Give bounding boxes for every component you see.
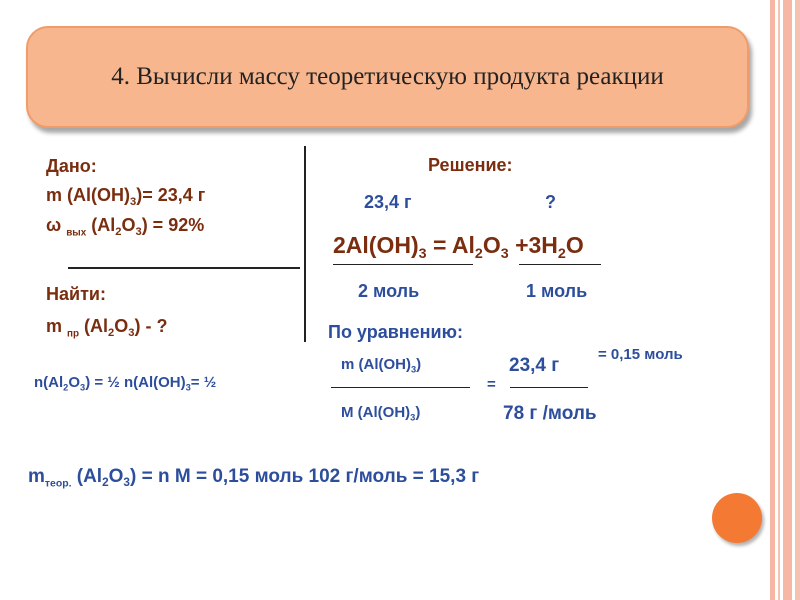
border-stripe-1 [770, 0, 775, 600]
fraction-numerator: m $(Al(OH)_3)$ [341, 356, 422, 375]
vertical-divider [304, 146, 306, 342]
fraction-bar-2 [510, 387, 588, 388]
title-box [26, 26, 749, 128]
fraction-denominator-value: 78 г /моль [503, 403, 597, 424]
reaction-equation: $2Al(OH)_3 = Al_2O_3 +3H_2O$ [333, 232, 584, 262]
by-equation-label: По уравнению: [328, 322, 463, 342]
given-heading: Дано: [46, 156, 97, 176]
equals-sign: = [487, 376, 496, 393]
reactant-underline [333, 264, 473, 265]
fraction-denominator: M $(Al(OH)_3)$ [341, 404, 421, 423]
moles-product: 1 моль [526, 281, 588, 301]
find-heading: Найти: [46, 284, 106, 304]
moles-result: = 0,15 моль [598, 346, 683, 363]
border-stripe-4 [795, 0, 800, 600]
fraction-bar-1 [331, 387, 470, 388]
final-answer: $m_{теор.}$ $(Al_2O_3) = n$ M = 0,15 моль 102 г/моль = 15,3 г [28, 466, 480, 490]
find-line: m $_{пр}$ $(Al_2O_3)$ - ? [46, 316, 168, 340]
unknown-above-product: ? [545, 192, 556, 212]
given-divider [68, 267, 300, 269]
border-stripe-2 [778, 0, 780, 600]
border-stripe-3 [783, 0, 792, 600]
solution-heading: Решение: [428, 155, 513, 175]
slide-title: 4. Вычисли массу теоретическую продукта реакции [111, 63, 664, 90]
moles-relation: $n(Al_2O_3)$ = ½ $n(Al(OH)_3=$ ½ [34, 374, 217, 393]
product-underline [519, 264, 601, 265]
fraction-numerator-value: 23,4 г [509, 355, 560, 376]
moles-reactant: 2 моль [358, 281, 420, 301]
mass-above-reactant: 23,4 г [364, 192, 412, 212]
decorative-circle [712, 493, 762, 543]
given-line-mass: m $(Al(OH)_3)= 23,4$ г [46, 185, 206, 208]
given-line-yield: ω $_{вых}$ $(Al_2O_3) = 92\%$ [46, 215, 205, 239]
